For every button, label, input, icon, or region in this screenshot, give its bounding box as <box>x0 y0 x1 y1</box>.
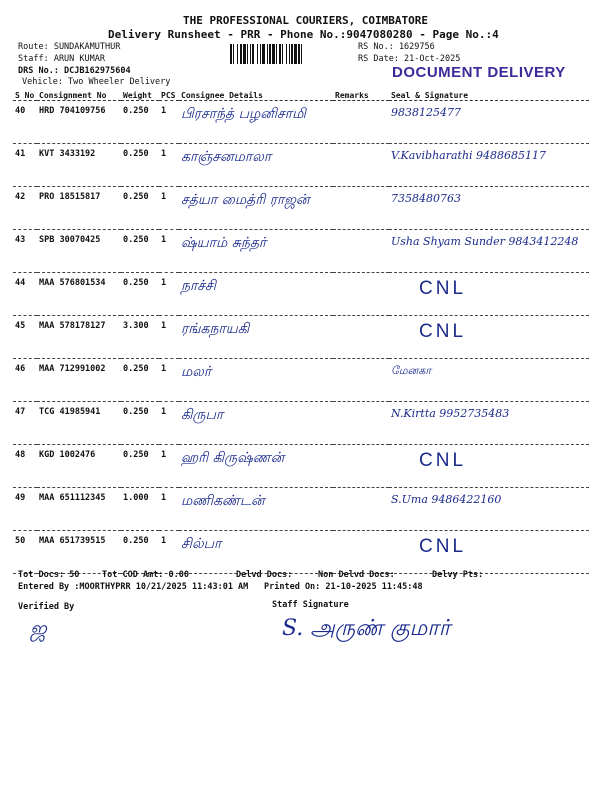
row-seal-signature-text: 7358480763 <box>391 192 461 205</box>
row-weight-text: 3.300 <box>123 321 149 331</box>
row-weight-text: 1.000 <box>123 493 149 503</box>
row-consignee-details <box>179 187 333 230</box>
row-consignee-details-text: மணிகண்டன் <box>181 493 265 509</box>
row-seal-signature <box>389 488 589 531</box>
row-seal-signature <box>389 273 589 316</box>
row-consignee-details <box>179 359 333 402</box>
rs-date: RS Date: 21-Oct-2025 <box>358 54 461 64</box>
row-pieces <box>159 187 179 230</box>
row-weight-text: 0.250 <box>123 192 149 202</box>
row-consignment-number-text: SPB 30070425 <box>39 235 101 245</box>
row-consignment-number <box>37 488 121 531</box>
col-pcs: PCS <box>159 90 179 101</box>
staff-label: Staff: ARUN KUMAR <box>18 54 105 64</box>
delivery-points: Delvy Pts: <box>432 570 484 580</box>
row-consignment-number-text: TCG 41985941 <box>39 407 101 417</box>
row-consignee-details-text: நாச்சி <box>181 278 217 294</box>
row-pieces-text: 1 <box>161 235 167 245</box>
row-serial-number <box>13 144 37 187</box>
row-consignment-number <box>37 101 121 144</box>
barcode <box>230 44 352 64</box>
row-remarks <box>333 273 389 316</box>
row-consignment-number-text: KGD 1002476 <box>39 450 96 460</box>
row-serial-number-text: 42 <box>15 192 26 202</box>
row-serial-number-text: 50 <box>15 536 26 546</box>
row-serial-number <box>13 445 37 488</box>
route-label: Route: SUNDAKAMUTHUR <box>18 42 121 52</box>
table-row <box>13 488 589 531</box>
row-weight <box>121 359 159 402</box>
table-row <box>13 445 589 488</box>
row-seal-signature <box>389 316 589 359</box>
row-weight <box>121 144 159 187</box>
row-weight <box>121 101 159 144</box>
row-consignment-number-text: HRD 704109756 <box>39 106 106 116</box>
row-consignment-number <box>37 187 121 230</box>
row-consignee-details <box>179 144 333 187</box>
row-consignee-details-text: ஹரி கிருஷ்ணன் <box>181 450 285 466</box>
table-row <box>13 230 589 273</box>
row-serial-number <box>13 359 37 402</box>
row-consignment-number-text: MAA 576801534 <box>39 278 106 288</box>
row-consignment-number <box>37 359 121 402</box>
row-serial-number-text: 43 <box>15 235 26 245</box>
row-pieces <box>159 359 179 402</box>
row-pieces <box>159 488 179 531</box>
row-consignee-details-text: காஞ்சனமாலா <box>181 149 272 165</box>
row-consignment-number <box>37 316 121 359</box>
table-row <box>13 273 589 316</box>
table-row <box>13 101 589 144</box>
row-consignment-number <box>37 531 121 574</box>
row-remarks <box>333 230 389 273</box>
row-serial-number <box>13 230 37 273</box>
row-remarks <box>333 445 389 488</box>
row-serial-number-text: 47 <box>15 407 26 417</box>
row-pieces-text: 1 <box>161 536 167 546</box>
row-seal-signature-text: CNL <box>419 450 467 471</box>
row-consignee-details-text: ரங்கநாயகி <box>181 321 250 337</box>
row-consignee-details <box>179 488 333 531</box>
row-weight <box>121 402 159 445</box>
row-pieces-text: 1 <box>161 278 167 288</box>
drs-number: DRS No.: DCJB162975604 <box>18 66 131 76</box>
row-seal-signature-text: S.Uma 9486422160 <box>391 493 502 506</box>
row-serial-number-text: 46 <box>15 364 26 374</box>
row-pieces <box>159 273 179 316</box>
table-row <box>13 402 589 445</box>
row-pieces <box>159 144 179 187</box>
row-consignee-details <box>179 101 333 144</box>
entered-by: Entered By :MOORTHYPRR 10/21/2025 11:43:01 AM <box>18 582 249 592</box>
non-delivered-docs: Non Delvd Docs: <box>318 570 395 580</box>
row-serial-number <box>13 531 37 574</box>
verifier-signature: ஜ <box>30 616 47 640</box>
row-seal-signature <box>389 230 589 273</box>
row-seal-signature <box>389 187 589 230</box>
row-remarks <box>333 316 389 359</box>
row-pieces <box>159 531 179 574</box>
row-consignment-number <box>37 144 121 187</box>
row-pieces <box>159 101 179 144</box>
row-weight-text: 0.250 <box>123 364 149 374</box>
row-seal-signature-text: மேனகா <box>391 364 432 377</box>
col-sno: S No <box>13 90 37 101</box>
row-seal-signature <box>389 531 589 574</box>
row-remarks <box>333 402 389 445</box>
row-weight <box>121 273 159 316</box>
row-remarks <box>333 187 389 230</box>
row-consignee-details-text: மலர் <box>181 364 212 380</box>
verified-by-label: Verified By <box>18 602 75 612</box>
col-remarks: Remarks <box>333 90 389 101</box>
row-remarks <box>333 359 389 402</box>
row-weight-text: 0.250 <box>123 149 149 159</box>
row-weight <box>121 316 159 359</box>
row-pieces-text: 1 <box>161 106 167 116</box>
row-consignment-number-text: PRO 18515817 <box>39 192 101 202</box>
row-weight-text: 0.250 <box>123 106 149 116</box>
row-serial-number-text: 41 <box>15 149 26 159</box>
row-consignment-number-text: MAA 651112345 <box>39 493 106 503</box>
runsheet-table <box>13 90 589 574</box>
row-consignment-number <box>37 402 121 445</box>
row-serial-number <box>13 273 37 316</box>
row-pieces <box>159 230 179 273</box>
row-remarks <box>333 144 389 187</box>
row-seal-signature-text: CNL <box>419 278 467 299</box>
row-pieces <box>159 445 179 488</box>
row-pieces-text: 1 <box>161 450 167 460</box>
runsheet-title: Delivery Runsheet - PRR - Phone No.:9047080280 - Page No.:4 <box>108 28 499 41</box>
row-serial-number-text: 49 <box>15 493 26 503</box>
row-pieces-text: 1 <box>161 192 167 202</box>
row-weight <box>121 445 159 488</box>
row-remarks <box>333 488 389 531</box>
row-weight <box>121 187 159 230</box>
col-consignment: Consignment No <box>37 90 121 101</box>
table-row <box>13 144 589 187</box>
row-pieces-text: 1 <box>161 149 167 159</box>
row-consignment-number <box>37 445 121 488</box>
vehicle-label: Vehicle: Two Wheeler Delivery <box>22 77 171 87</box>
row-pieces-text: 1 <box>161 493 167 503</box>
row-consignee-details-text: பிரசாந்த் பழனிசாமி <box>181 106 306 122</box>
table-row <box>13 316 589 359</box>
row-consignee-details <box>179 316 333 359</box>
row-pieces-text: 1 <box>161 321 167 331</box>
row-seal-signature-text: CNL <box>419 536 467 557</box>
row-weight-text: 0.250 <box>123 235 149 245</box>
row-consignment-number <box>37 273 121 316</box>
row-pieces-text: 1 <box>161 407 167 417</box>
row-serial-number <box>13 187 37 230</box>
row-pieces-text: 1 <box>161 364 167 374</box>
row-seal-signature-text: Usha Shyam Sunder 9843412248 <box>391 235 579 248</box>
row-consignee-details-text: ஷ்யாம் சுந்தர் <box>181 235 267 251</box>
row-consignee-details <box>179 273 333 316</box>
staff-handwritten-signature: S. அருண் குமார் <box>282 616 451 641</box>
row-consignee-details-text: கிருபா <box>181 407 224 423</box>
company-name: THE PROFESSIONAL COURIERS, COIMBATORE <box>183 14 429 27</box>
row-weight <box>121 230 159 273</box>
row-serial-number-text: 40 <box>15 106 26 116</box>
row-weight-text: 0.250 <box>123 278 149 288</box>
row-seal-signature-text: V.Kavibharathi 9488685117 <box>391 149 547 162</box>
row-weight-text: 0.250 <box>123 536 149 546</box>
document-delivery-stamp: DOCUMENT DELIVERY <box>392 64 566 81</box>
row-seal-signature <box>389 101 589 144</box>
table-row <box>13 359 589 402</box>
row-serial-number-text: 44 <box>15 278 26 288</box>
row-serial-number <box>13 101 37 144</box>
row-seal-signature <box>389 402 589 445</box>
row-consignee-details <box>179 402 333 445</box>
row-pieces <box>159 402 179 445</box>
row-seal-signature <box>389 445 589 488</box>
row-consignment-number-text: MAA 712991002 <box>39 364 106 374</box>
row-serial-number-text: 45 <box>15 321 26 331</box>
rs-number: RS No.: 1629756 <box>358 42 435 52</box>
table-row <box>13 531 589 574</box>
row-seal-signature <box>389 144 589 187</box>
row-seal-signature <box>389 359 589 402</box>
row-weight <box>121 531 159 574</box>
table-header-row <box>13 90 589 101</box>
row-consignee-details <box>179 531 333 574</box>
row-consignee-details <box>179 230 333 273</box>
row-remarks <box>333 531 389 574</box>
row-consignment-number-text: MAA 651739515 <box>39 536 106 546</box>
staff-signature-label: Staff Signature <box>272 600 349 610</box>
row-serial-number <box>13 488 37 531</box>
row-consignee-details-text: சில்பா <box>181 536 222 552</box>
row-pieces <box>159 316 179 359</box>
row-serial-number-text: 48 <box>15 450 26 460</box>
col-signature: Seal & Signature <box>389 90 589 101</box>
row-seal-signature-text: N.Kirtta 9952735483 <box>391 407 510 420</box>
col-weight: Weight <box>121 90 159 101</box>
delivered-docs: Delvd Docs: <box>236 570 293 580</box>
printed-on: Printed On: 21-10-2025 11:45:48 <box>264 582 423 592</box>
row-consignee-details-text: சத்யா மைத்ரி ராஜன் <box>181 192 310 208</box>
total-docs: Tot Docs: 50 <box>18 570 80 580</box>
total-cod-amount: Tot COD Amt: 0.00 <box>102 570 189 580</box>
row-consignment-number-text: KVT 3433192 <box>39 149 96 159</box>
row-serial-number <box>13 316 37 359</box>
row-weight-text: 0.250 <box>123 407 149 417</box>
row-seal-signature-text: CNL <box>419 321 467 342</box>
row-consignee-details <box>179 445 333 488</box>
row-consignment-number <box>37 230 121 273</box>
table-row <box>13 187 589 230</box>
row-seal-signature-text: 9838125477 <box>391 106 461 119</box>
row-remarks <box>333 101 389 144</box>
row-weight <box>121 488 159 531</box>
row-weight-text: 0.250 <box>123 450 149 460</box>
row-serial-number <box>13 402 37 445</box>
col-consignee: Consignee Details <box>179 90 333 101</box>
row-consignment-number-text: MAA 578178127 <box>39 321 106 331</box>
